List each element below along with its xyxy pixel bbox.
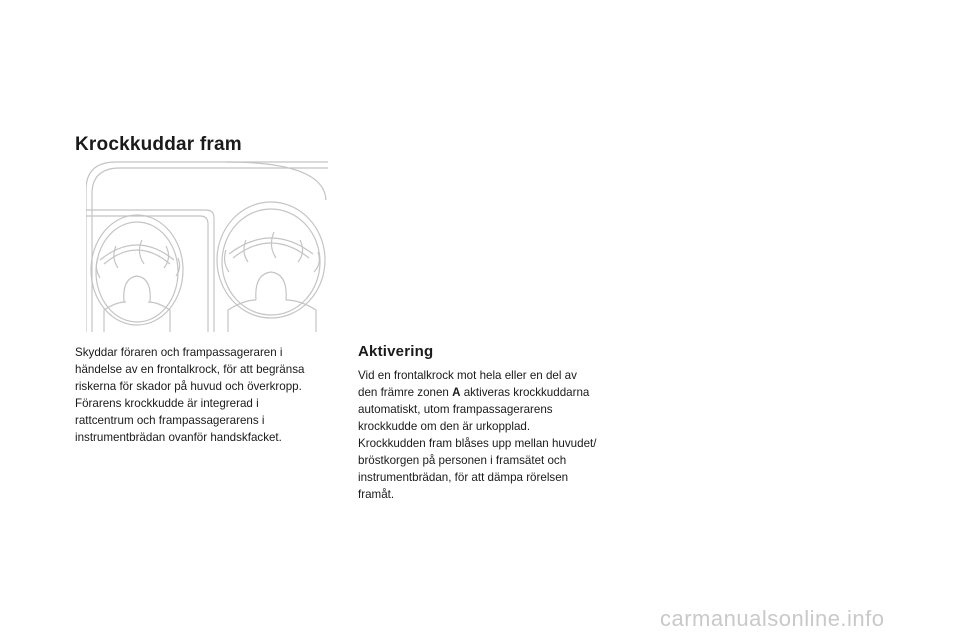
activation-heading: Aktivering [358, 343, 434, 360]
intro-text: Skyddar föraren och frampassageraren i händelse av en frontalkrock, för att begränsa riskerna för skador på huvud och överkropp. Förarens krockkudde är integrerad i rattcentrum och frampassagerarens i instrumentbrädan ovanför handskfacket. [75, 346, 305, 444]
zone-label: A [452, 386, 461, 399]
airbag-illustration [86, 160, 328, 332]
page-title: Krockkuddar fram [75, 134, 242, 155]
activation-text: Vid en frontalkrock mot hela eller en del av den främre zonen A aktiveras krockkuddarna automatiskt, utom frampassagerarens krockkudde om den är urkopplad. Krockkudden fram blåses upp mellan huvudet/ bröstkorgen på personen i framsätet och instrumentbrädan, för att dämpa rörelsen framåt. [358, 369, 597, 501]
watermark: carmanualsonline.info [660, 606, 885, 631]
